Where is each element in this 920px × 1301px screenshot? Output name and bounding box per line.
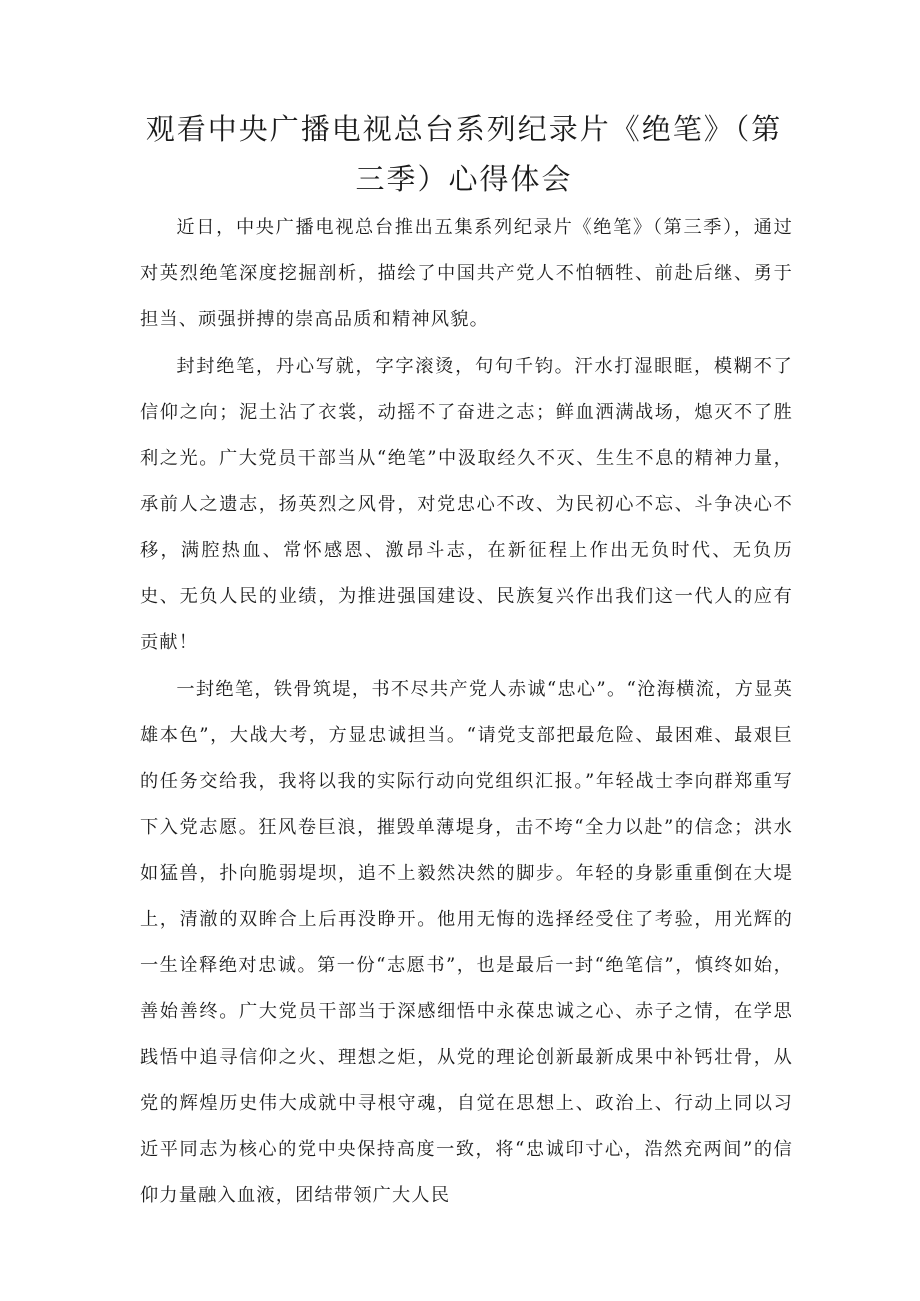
document-body xyxy=(140,205,793,1220)
paragraph-intro: 近日，中央广播电视总台推出五集系列纪录片《绝笔》（第三季），通过对英烈绝笔深度挖掘剖析，描绘了中国共产党人不怕牺牲、前赴后继、勇于担当、顽强拼搏的崇高品质和精神风貌。 xyxy=(140,217,793,330)
paragraph-three: 一封绝笔，铁骨筑堤，书不尽共产党人赤诚“忠心”。“沧海横流，方显英雄本色”，大战大考，方显忠诚担当。“请党支部把最危险、最困难、最艰巨的任务交给我，我将以我的实际行动向党组织汇报。”年轻战士李向群郑重写下入党志愿。狂风卷巨浪，摧毁单薄堤身，击不垮“全力以赴”的信念；洪水如猛兽，扑向脆弱堤坝，追不上毅然决然的脚步。年轻的身影重重倒在大堤上，清澈的双眸合上后再没睁开。他用无悔的选择经受住了考验，用光辉的一生诠释绝对忠诚。第一份“志愿书”，也是最后一封“绝笔信”，慎终如始，善始善终。广大党员干部当于深感细悟中永葆忠诚之心、赤子之情，在学思践悟中追寻信仰之火、理想之炬，从党的理论创新最新成果中补钙壮骨，从党的辉煌历史伟大成就中寻根守魂，自觉在思想上、政治上、行动上同以习近平同志为核心的党中央保持高度一致，将“忠诚印寸心，浩然充两间”的信仰力量融入血液，团结带领广大人民 xyxy=(140,679,793,1206)
paragraph-two: 封封绝笔，丹心写就，字字滚烫，句句千钧。汗水打湿眼眶，模糊不了信仰之向；泥土沾了衣裳，动摇不了奋进之志；鲜血洒满战场，熄灭不了胜利之光。广大党员干部当从“绝笔”中汲取经久不灭、生生不息的精神力量，承前人之遗志，扬英烈之风骨，对党忠心不改、为民初心不忘、斗争决心不移，满腔热血、常怀感恩、激昂斗志，在新征程上作出无负时代、无负历史、无负人民的业绩，为推进强国建设、民族复兴作出我们这一代人的应有贡献！ xyxy=(140,356,793,653)
document-title: 观看中央广播电视总台系列纪录片《绝笔》（第三季）心得体会 xyxy=(145,112,783,196)
